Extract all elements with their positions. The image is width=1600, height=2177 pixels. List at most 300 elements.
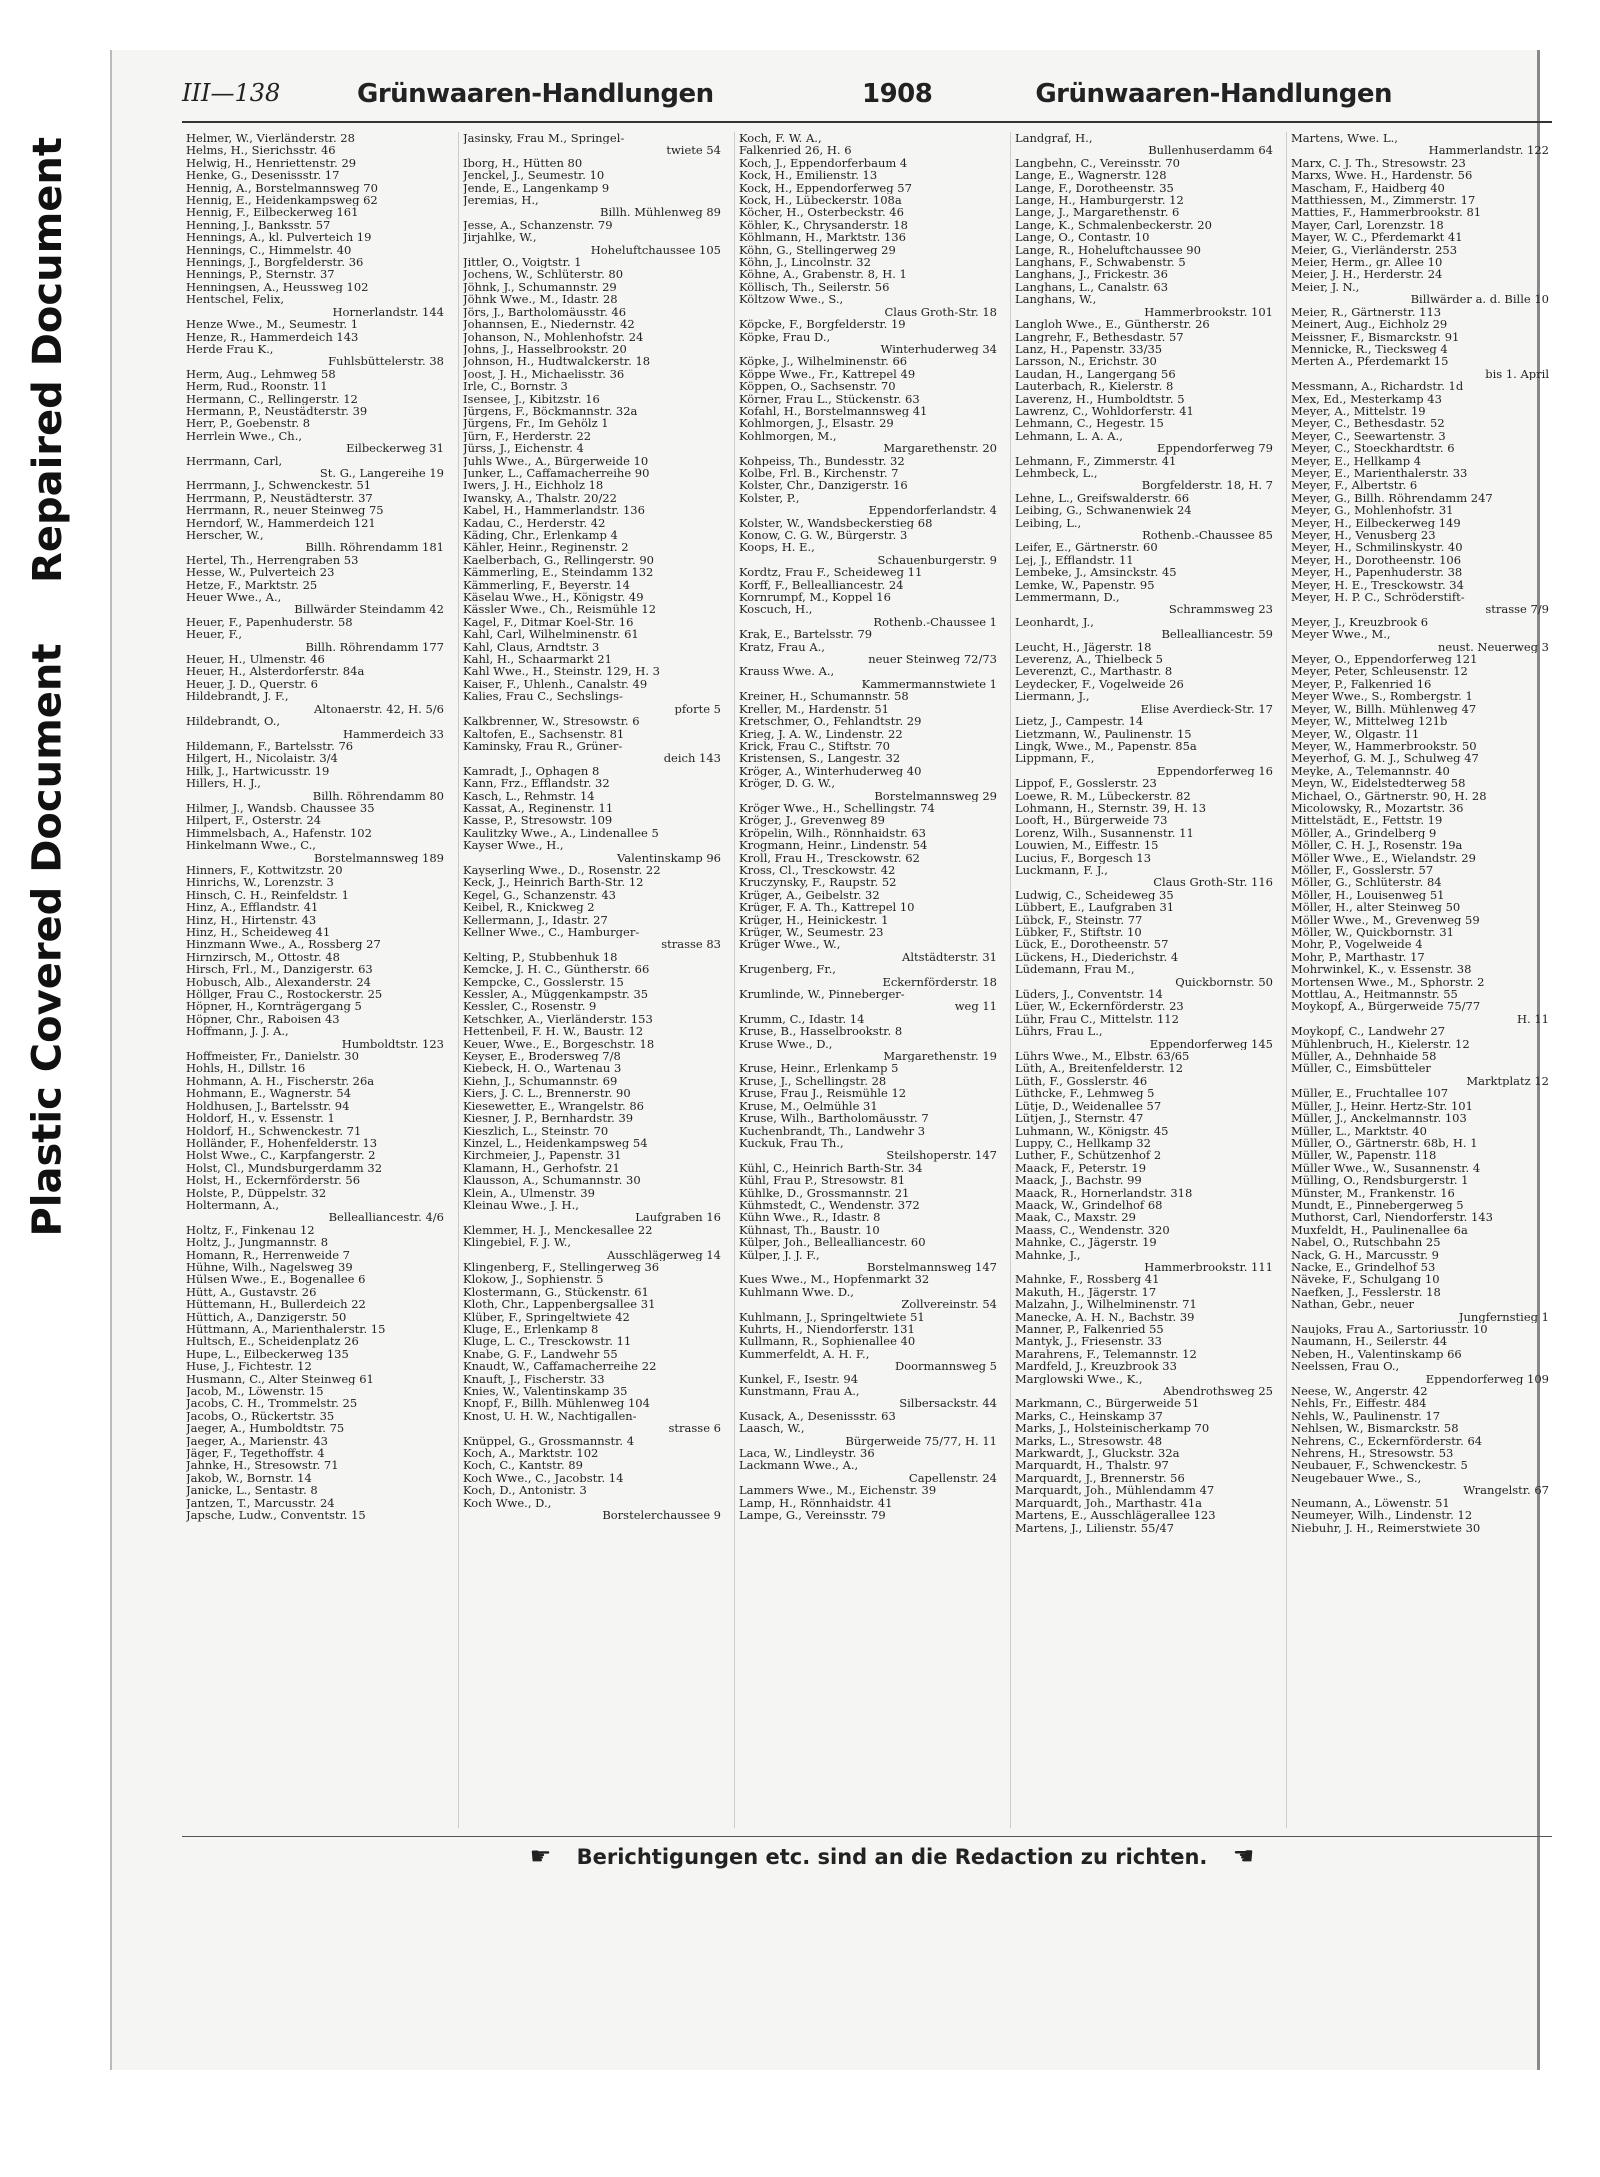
- directory-entry: Leonhardt, J.,: [1015, 615, 1094, 629]
- directory-entry: Hilmer, J., Wandsb. Chaussee 35: [186, 801, 375, 815]
- directory-entry: Mohr, P., Marthastr. 17: [1291, 950, 1425, 964]
- directory-entry: Köhlmann, H., Marktstr. 136: [739, 231, 906, 244]
- directory-entry: Neubauer, F., Schwenckestr. 5: [1291, 1459, 1468, 1472]
- directory-entry: Kolster, Chr., Danzigerstr. 16: [739, 479, 908, 492]
- directory-entry: Meyer, G., Billh. Röhrendamm 247: [1291, 491, 1493, 505]
- directory-entry: Lück, E., Dorotheenstr. 57: [1015, 938, 1169, 951]
- directory-entry: Ludwig, C., Scheideweg 35: [1015, 888, 1174, 902]
- directory-entry: Koch Wwe., D.,: [463, 1496, 552, 1510]
- directory-entry: Hettenbeil, F. H. W., Baustr. 12: [463, 1025, 644, 1038]
- directory-entry: Kabel, H., Hammerlandstr. 136: [463, 504, 645, 517]
- directory-entry: Möller, C. H. J., Rosenstr. 19a: [1291, 839, 1463, 852]
- directory-entry: Naujoks, Frau A., Sartoriusstr. 10: [1291, 1323, 1488, 1336]
- directory-entry: Meyer, H., Schmilinskystr. 40: [1291, 541, 1463, 554]
- directory-entry: Kellner Wwe., C., Hamburger-: [463, 926, 640, 939]
- directory-entry: Billh. Mühlenweg 89: [600, 206, 721, 219]
- directory-entry: Hildebrandt, O.,: [186, 715, 281, 728]
- directory-entry: Leverenzt, C., Marthastr. 8: [1015, 665, 1173, 678]
- directory-entry: Kröger, J., Grevenweg 89: [739, 814, 885, 827]
- directory-entry: Meyer, E., Hellkamp 4: [1291, 454, 1422, 467]
- directory-entry: Manner, P., Falkenried 55: [1015, 1323, 1164, 1336]
- directory-entry: Matthiessen, M., Zimmerstr. 17: [1291, 194, 1476, 207]
- directory-entry: Isensee, J., Kibitzstr. 16: [463, 392, 600, 405]
- directory-entry: Kolster, P.,: [739, 491, 800, 505]
- directory-entry: Meyer, W., Mittelweg 121b: [1291, 715, 1448, 728]
- directory-entry: Kreiner, H., Schumannstr. 58: [739, 690, 909, 703]
- directory-entry: Nehrens, H., Stresowstr. 53: [1291, 1447, 1454, 1460]
- directory-entry: Herscher, W.,: [186, 529, 264, 542]
- directory-entry: Laca, W., Lindleystr. 36: [739, 1447, 875, 1460]
- directory-entry: Köhne, A., Grabenstr. 8, H. 1: [739, 268, 907, 281]
- directory-entry: Maass, C., Wendenstr. 320: [1015, 1223, 1170, 1237]
- directory-entry: Junker, L., Caffamacherreihe 90: [463, 466, 650, 480]
- directory-entry: Kornrumpf, M., Koppel 16: [739, 591, 891, 604]
- directory-entry: Elise Averdieck-Str. 17: [1140, 702, 1273, 716]
- directory-entry: Koch, A., Marktstr. 102: [463, 1447, 599, 1460]
- header-title-right: Grünwaaren-Handlungen: [1035, 79, 1392, 109]
- directory-entry: Koch, D., Antonistr. 3: [463, 1484, 587, 1497]
- directory-entry: Meier, J. N.,: [1291, 280, 1360, 294]
- directory-entry: Mex, Ed., Mesterkamp 43: [1291, 392, 1442, 405]
- directory-entry: Capellenstr. 24: [908, 1471, 997, 1485]
- directory-entry: Jakob, W., Bornstr. 14: [186, 1471, 312, 1485]
- directory-entry: Neese, W., Angerstr. 42: [1291, 1385, 1428, 1398]
- directory-entry: Mottlau, A., Heitmannstr. 55: [1291, 988, 1458, 1001]
- directory-entry: Münster, M., Frankenstr. 16: [1291, 1186, 1455, 1199]
- directory-entry: Mayer, Carl, Lorenzstr. 18: [1291, 218, 1444, 232]
- directory-entry: Eckernförderstr. 18: [882, 975, 997, 989]
- directory-entry: Eppendorferweg 145: [1149, 1037, 1273, 1051]
- directory-entry: Köppen, O., Sachsenstr. 70: [739, 380, 896, 393]
- directory-entry: Jacobs, O., Rückertstr. 35: [186, 1409, 335, 1423]
- directory-entry: Lütje, D., Weidenallee 57: [1015, 1099, 1162, 1113]
- directory-entry: Leverenz, A., Thielbeck 5: [1015, 653, 1163, 666]
- directory-entry: Hetze, F., Marktstr. 25: [186, 578, 318, 592]
- directory-entry: Keyser, E., Brodersweg 7/8: [463, 1050, 621, 1063]
- directory-entry: Loewe, R. M., Lübeckerstr. 82: [1015, 789, 1191, 802]
- directory-entry: Hinners, F., Kottwitzstr. 20: [186, 863, 343, 877]
- directory-entry: Hennings, C., Himmelstr. 40: [186, 243, 352, 257]
- directory-entry: Meissner, F., Bismarckstr. 91: [1291, 330, 1460, 343]
- directory-entry: Krogmann, Heinr., Lindenstr. 54: [739, 839, 928, 852]
- directory-entry: Jungfernstieg 1: [1458, 1310, 1549, 1323]
- directory-entry: Fuhlsbüttelerstr. 38: [328, 355, 444, 368]
- directory-entry: bis 1. April: [1485, 367, 1549, 381]
- directory-entry: Möller, H., Louisenweg 51: [1291, 888, 1445, 902]
- directory-entry: Mascham, F., Haidberg 40: [1291, 181, 1445, 195]
- pointing-hand-left-icon: ☚: [1232, 1842, 1255, 1870]
- directory-entry: Kruse, Wilh., Bartholomäusstr. 7: [739, 1112, 929, 1125]
- directory-entry: Lingk, Wwe., M., Papenstr. 85a: [1015, 739, 1197, 753]
- directory-entry: Klamann, H., Gerhofstr. 21: [463, 1161, 620, 1175]
- directory-entry: Manecke, A. H. N., Bachstr. 39: [1015, 1310, 1195, 1323]
- directory-entry: Kühn Wwe., R., Idastr. 8: [739, 1211, 881, 1224]
- directory-entry: Abendrothsweg 25: [1163, 1385, 1273, 1398]
- directory-entry: Holländer, F., Hohenfelderstr. 13: [186, 1136, 378, 1150]
- directory-entry: Borstelmannsweg 29: [874, 789, 997, 802]
- directory-entry: Holdorf, H., Schwenckestr. 71: [186, 1124, 362, 1137]
- directory-entry: Jaeger, A., Humboldtstr. 75: [186, 1422, 345, 1435]
- directory-entry: Näveke, F., Schulgang 10: [1291, 1273, 1440, 1286]
- directory-entry: Makuth, H., Jägerstr. 17: [1015, 1285, 1157, 1299]
- directory-entry: Jochens, W., Schlüterstr. 80: [463, 268, 624, 281]
- directory-entry: Jürgens, Fr., Im Gehölz 1: [463, 417, 609, 430]
- directory-entry: Henningsen, A., Heussweg 102: [186, 280, 369, 294]
- directory-entry: Meyer, Peter, Schleusenstr. 12: [1291, 665, 1468, 678]
- directory-entry: Kalkbrenner, W., Stresowstr. 6: [463, 715, 640, 728]
- directory-entry: Hülsen Wwe., E., Bogenallee 6: [186, 1273, 366, 1286]
- directory-entry: Rothenb.-Chaussee 85: [1142, 529, 1273, 542]
- directory-entry: Keibel, R., Knickweg 2: [463, 901, 595, 914]
- directory-entry: Möller Wwe., E., Wielandstr. 29: [1291, 851, 1476, 864]
- directory-entry: Meyer Wwe., S., Rombergstr. 1: [1291, 690, 1473, 703]
- directory-entry: Nehrens, C., Eckernförderstr. 64: [1291, 1434, 1483, 1448]
- directory-entry: Lietz, J., Campestr. 14: [1015, 715, 1144, 728]
- directory-entry: Kühl, Frau P., Stresowstr. 81: [739, 1174, 906, 1187]
- directory-entry: Koch Wwe., C., Jacobstr. 14: [463, 1471, 624, 1485]
- directory-entry: Kock, H., Emilienstr. 13: [739, 169, 878, 182]
- directory-entry: Marquardt, H., Thalstr. 97: [1015, 1459, 1169, 1472]
- directory-entry: Himmelsbach, A., Hafenstr. 102: [186, 826, 372, 840]
- directory-entry: Kratz, Frau A.,: [739, 640, 825, 654]
- directory-entry: Marquardt, J., Brennerstr. 56: [1015, 1471, 1185, 1485]
- directory-entry: Lamp, H., Rönnhaidstr. 41: [739, 1496, 893, 1510]
- directory-entry: Laasch, W.,: [739, 1422, 805, 1435]
- directory-entry: Meyer, A., Mittelstr. 19: [1291, 404, 1426, 418]
- directory-entry: Lüer, W., Eckernförderstr. 23: [1015, 1000, 1184, 1013]
- directory-entry: Langhans, L., Canalstr. 63: [1015, 280, 1169, 294]
- directory-entry: Homann, R., Herrenweide 7: [186, 1248, 350, 1261]
- directory-entry: Lackmann Wwe., A.,: [739, 1459, 859, 1472]
- directory-entry: Meyer, C., Bethesdastr. 52: [1291, 417, 1445, 430]
- directory-entry: Kaiser, F., Uhlenh., Canalstr. 49: [463, 677, 648, 691]
- directory-entry: Kühlke, D., Grossmannstr. 21: [739, 1186, 910, 1199]
- directory-column-5: [1286, 132, 1552, 1828]
- directory-column-3: [734, 132, 1003, 1828]
- directory-column-4: [1010, 132, 1279, 1828]
- directory-entry: Billwärder a. d. Bille 10: [1410, 293, 1549, 306]
- directory-entry: Meyerhof, G. M. J., Schulweg 47: [1291, 752, 1479, 765]
- directory-entry: Höpner, H., Kornträgergang 5: [186, 1000, 362, 1013]
- directory-entry: Leifer, E., Gärtnerstr. 60: [1015, 541, 1158, 554]
- directory-entry: Hammerbrookstr. 111: [1144, 1260, 1273, 1274]
- directory-entry: Hinz, H., Scheideweg 41: [186, 926, 331, 939]
- directory-entry: Hüttmann, A., Marienthalerstr. 15: [186, 1323, 386, 1336]
- directory-entry: Kolbe, Frl. B., Kirchenstr. 7: [739, 466, 899, 480]
- directory-entry: Billh. Röhrendamm 181: [305, 541, 444, 554]
- directory-entry: Naefken, J., Fesslerstr. 18: [1291, 1285, 1441, 1299]
- directory-entry: Valentinskamp 96: [617, 851, 721, 864]
- directory-entry: Mayer, W. C., Pferdemarkt 41: [1291, 231, 1463, 244]
- directory-entry: Müller, O., Gärtnerstr. 68b, H. 1: [1291, 1136, 1478, 1150]
- directory-entry: Eppendorferweg 79: [1157, 442, 1273, 455]
- directory-entry: Meier, G., Vierländerstr. 253: [1291, 243, 1458, 257]
- directory-entry: Herrmann, R., neuer Steinweg 75: [186, 504, 384, 517]
- directory-entry: Maack, R., Hornerlandstr. 318: [1015, 1186, 1193, 1199]
- directory-entry: Jaeger, A., Marienstr. 43: [186, 1434, 328, 1448]
- directory-entry: Köhn, G., Stellingerweg 29: [739, 243, 896, 257]
- directory-entry: Hinzmann Wwe., A., Rossberg 27: [186, 938, 381, 951]
- directory-entry: Lej, J., Efflandstr. 11: [1015, 553, 1134, 567]
- directory-entry: Lehmbeck, L.,: [1015, 466, 1098, 480]
- directory-entry: Hennig, F., Eilbeckerweg 161: [186, 206, 359, 219]
- directory-entry: Hilpert, F., Osterstr. 24: [186, 814, 322, 827]
- directory-entry: Möller, F., Gosslerstr. 57: [1291, 863, 1434, 877]
- directory-entry: Marktplatz 12: [1466, 1074, 1549, 1088]
- directory-entry: neust. Neuerweg 3: [1437, 640, 1549, 654]
- directory-entry: Kassat, A., Reginenstr. 11: [463, 801, 614, 815]
- directory-entry: Neelssen, Frau O.,: [1291, 1360, 1400, 1373]
- directory-entry: Juhls Wwe., A., Bürgerweide 10: [463, 454, 649, 467]
- directory-entry: Jörs, J., Bartholomäusstr. 46: [463, 305, 627, 319]
- directory-entry: Hertel, Th., Herrengraben 53: [186, 553, 359, 567]
- directory-entry: Muthorst, Carl, Niendorferstr. 143: [1291, 1211, 1493, 1224]
- directory-entry: Michael, O., Gärtnerstr. 90, H. 28: [1291, 789, 1487, 802]
- directory-entry: Lippmann, F.,: [1015, 752, 1095, 765]
- directory-entry: Meyn, W., Eidelstedterweg 58: [1291, 777, 1466, 790]
- directory-entry: Meyer, C., Stoeckhardtstr. 6: [1291, 442, 1455, 455]
- directory-entry: Eppendorferweg 16: [1157, 764, 1273, 778]
- directory-entry: Hoffmann, J. J. A.,: [186, 1025, 289, 1038]
- directory-entry: Langrehr, F., Bethesdastr. 57: [1015, 330, 1184, 343]
- directory-entry: Kayser Wwe., H.,: [463, 839, 564, 852]
- directory-entry: Irle, C., Bornstr. 3: [463, 380, 568, 393]
- directory-entry: Kock, H., Lübeckerstr. 108a: [739, 194, 902, 207]
- directory-entry: Bullenhuserdamm 64: [1148, 144, 1273, 157]
- directory-entry: Kristensen, S., Langestr. 32: [739, 752, 901, 765]
- directory-entry: Lange, O., Contastr. 10: [1015, 231, 1150, 244]
- directory-entry: Kordtz, Frau F., Scheideweg 11: [739, 566, 923, 579]
- directory-entry: Lübck, F., Steinstr. 77: [1015, 913, 1143, 926]
- directory-entry: Meyer Wwe., M.,: [1291, 628, 1391, 641]
- directory-entry: Leibing, L.,: [1015, 516, 1082, 529]
- directory-entry: Müller, L., Marktstr. 40: [1291, 1124, 1427, 1137]
- directory-entry: Kruse, M., Oelmühle 31: [739, 1099, 878, 1113]
- directory-entry: Hermann, C., Rellingerstr. 12: [186, 392, 358, 405]
- directory-entry: Kalies, Frau C., Sechslings-: [463, 690, 623, 703]
- directory-entry: Hildemann, F., Bartelsstr. 76: [186, 739, 354, 753]
- directory-entry: Billh. Röhrendamm 80: [312, 789, 444, 802]
- directory-entry: Nehls, Fr., Eiffestr. 484: [1291, 1397, 1427, 1410]
- directory-entry: Joost, J. H., Michaelisstr. 36: [463, 367, 625, 381]
- directory-entry: Mülling, O., Rendsburgerstr. 1: [1291, 1174, 1469, 1187]
- directory-entry: Klostermann, G., Stückenstr. 61: [463, 1285, 649, 1299]
- directory-entry: Nehlsen, W., Bismarckstr. 58: [1291, 1422, 1459, 1435]
- directory-entry: Mahnke, F., Rossberg 41: [1015, 1273, 1160, 1286]
- directory-entry: Margarethenstr. 19: [883, 1050, 997, 1063]
- directory-entry: Schrammsweg 23: [1168, 603, 1273, 616]
- directory-entry: Hultsch, E., Scheidenplatz 26: [186, 1335, 359, 1348]
- directory-entry: Bellealliancestr. 4/6: [328, 1211, 444, 1224]
- directory-entry: Kühl, C., Heinrich Barth-Str. 34: [739, 1161, 923, 1175]
- page-footer: [442, 1842, 1342, 1870]
- directory-entry: Lehmann, F., Zimmerstr. 41: [1015, 454, 1177, 467]
- directory-entry: Meyke, A., Telemannstr. 40: [1291, 764, 1450, 778]
- directory-entry: Langbehn, C., Vereinsstr. 70: [1015, 156, 1180, 170]
- directory-entry: Naumann, H., Seilerstr. 44: [1291, 1335, 1448, 1348]
- directory-entry: Henze, R., Hammerdeich 143: [186, 330, 359, 343]
- directory-entry: Lippof, F., Gosslerstr. 23: [1015, 777, 1157, 790]
- directory-entry: Jirjahlke, W.,: [463, 231, 537, 244]
- directory-entry: Marks, C., Heinskamp 37: [1015, 1409, 1163, 1423]
- directory-entry: Holst Wwe., C., Karpfangerstr. 2: [186, 1149, 376, 1162]
- directory-entry: Holst, Cl., Mundsburgerdamm 32: [186, 1161, 383, 1175]
- directory-entry: Kagel, F., Ditmar Koel-Str. 16: [463, 615, 634, 629]
- directory-entry: Hobusch, Alb., Alexanderstr. 24: [186, 975, 371, 989]
- directory-entry: Müller, J., Heinr. Hertz-Str. 101: [1291, 1099, 1473, 1113]
- directory-entry: Holste, P., Düppelstr. 32: [186, 1186, 327, 1199]
- directory-entry: Hesse, W., Pulverteich 23: [186, 566, 335, 579]
- directory-entry: Lanz, H., Papenstr. 33/35: [1015, 342, 1163, 356]
- directory-column-2: [458, 132, 727, 1828]
- directory-entry: Henke, G., Desenissstr. 17: [186, 169, 340, 182]
- directory-entry: Meyer, E., Marienthalerstr. 33: [1291, 466, 1468, 480]
- directory-entry: Margarethenstr. 20: [883, 442, 997, 455]
- directory-entry: Lange, H., Hamburgerstr. 12: [1015, 194, 1184, 207]
- directory-entry: Kross, Cl., Tresckowstr. 42: [739, 863, 896, 877]
- directory-entry: Liermann, J.,: [1015, 690, 1090, 703]
- directory-entry: Müller, E., Fruchtallee 107: [1291, 1087, 1449, 1100]
- directory-entry: Kreller, M., Hardenstr. 51: [739, 702, 889, 716]
- directory-entry: Jöhnk Wwe., M., Idastr. 28: [463, 293, 618, 306]
- directory-entry: Lange, J., Margarethenstr. 6: [1015, 206, 1180, 219]
- directory-entry: Köpke, Frau D.,: [739, 330, 831, 343]
- directory-entry: Lohmann, H., Sternstr. 39, H. 13: [1015, 801, 1207, 815]
- directory-entry: Lange, F., Dorotheenstr. 35: [1015, 181, 1174, 195]
- directory-entry: Maack, J., Bachstr. 99: [1015, 1174, 1142, 1187]
- directory-entry: Kummerfeldt, A. H. F.,: [739, 1347, 870, 1361]
- directory-entry: Jahnke, H., Stresowstr. 71: [186, 1459, 339, 1472]
- directory-entry: Kirchmeier, J., Papenstr. 31: [463, 1149, 622, 1162]
- directory-entry: Leydecker, F., Vogelweide 26: [1015, 677, 1184, 691]
- directory-entry: H. 11: [1517, 1012, 1549, 1026]
- directory-entry: Humboldtstr. 123: [341, 1037, 444, 1051]
- directory-entry: Jasinsky, Frau M., Springel-: [463, 132, 625, 145]
- directory-entry: Krumlinde, W., Pinneberger-: [739, 988, 905, 1001]
- directory-entry: Mantyk, J., Friesenstr. 33: [1015, 1335, 1162, 1348]
- directory-entry: Langhans, J., Frickestr. 36: [1015, 268, 1168, 281]
- directory-entry: Meyer, C., Seewartenstr. 3: [1291, 429, 1446, 443]
- directory-entry: Jeremias, H.,: [463, 194, 539, 207]
- directory-entry: Kruse, J., Schellingstr. 28: [739, 1074, 887, 1088]
- directory-entry: Lütjen, J., Sternstr. 47: [1015, 1112, 1144, 1125]
- directory-entry: Herrmann, P., Neustädterstr. 37: [186, 491, 373, 505]
- directory-entry: Kofahl, H., Borstelmannsweg 41: [739, 404, 928, 418]
- directory-entry: Hinkelmann Wwe., C.,: [186, 839, 316, 852]
- directory-entry: Hermann, P., Neustädterstr. 39: [186, 404, 368, 418]
- directory-entry: Müller, A., Dehnhaide 58: [1291, 1050, 1437, 1063]
- directory-entry: Meyer, W., Billh. Mühlenweg 47: [1291, 702, 1477, 716]
- directory-entry: Holdorf, H., v. Essenstr. 1: [186, 1112, 335, 1125]
- directory-entry: Kamradt, J., Ophagen 8: [463, 764, 600, 778]
- directory-entry: Matties, F., Hammerbrookstr. 81: [1291, 206, 1482, 219]
- directory-entry: Laufgraben 16: [635, 1211, 721, 1224]
- directory-entry: Hohmann, A. H., Fischerstr. 26a: [186, 1074, 375, 1088]
- directory-entry: Klingebiel, F. J. W.,: [463, 1236, 572, 1249]
- directory-entry: Luhmann, W., Königstr. 45: [1015, 1124, 1169, 1137]
- directory-entry: Claus Groth-Str. 116: [1153, 876, 1273, 889]
- directory-entry: Lüthcke, F., Lehmweg 5: [1015, 1087, 1155, 1100]
- directory-entry: Marahrens, F., Telemannstr. 12: [1015, 1347, 1197, 1361]
- directory-entry: Maak, C., Maxstr. 29: [1015, 1211, 1136, 1224]
- directory-entry: Knies, W., Valentinskamp 35: [463, 1385, 628, 1398]
- directory-entry: Müller Wwe., W., Susannenstr. 4: [1291, 1161, 1481, 1175]
- directory-entry: Krieg, J. A. W., Lindenstr. 22: [739, 727, 903, 740]
- directory-entry: Herm, Aug., Lehmweg 58: [186, 367, 336, 381]
- directory-column-1: [182, 132, 450, 1828]
- directory-entry: Marxs, Wwe. H., Hardenstr. 56: [1291, 169, 1473, 182]
- directory-entry: Hammerbrookstr. 101: [1144, 305, 1273, 319]
- directory-entry: Külper, J. J. F.,: [739, 1248, 820, 1261]
- directory-entry: Nack, G. H., Marcusstr. 9: [1291, 1248, 1439, 1261]
- directory-entry: Maack, W., Grindelhof 68: [1015, 1198, 1163, 1212]
- directory-entry: Hütt, A., Gustavstr. 26: [186, 1285, 317, 1299]
- directory-entry: Kluge, L. C., Tresckowstr. 11: [463, 1335, 632, 1348]
- directory-entry: Kämmerling, E., Steindamm 132: [463, 566, 654, 579]
- directory-entry: Kunstmann, Frau A.,: [739, 1385, 860, 1398]
- directory-entry: Johannsen, E., Niedernstr. 42: [463, 318, 635, 331]
- directory-entry: Wrangelstr. 67: [1463, 1484, 1549, 1497]
- directory-entry: Meyer, O., Eppendorferweg 121: [1291, 653, 1478, 666]
- directory-entry: Steilshoperstr. 147: [886, 1149, 997, 1162]
- directory-entry: Krick, Frau C., Stiftstr. 70: [739, 739, 890, 753]
- directory-entry: Koops, H. E.,: [739, 541, 815, 554]
- directory-entry: Helwig, H., Henriettenstr. 29: [186, 156, 357, 170]
- directory-entry: Altstädterstr. 31: [902, 950, 997, 964]
- directory-entry: Hinrichs, W., Lorenzstr. 3: [186, 876, 334, 889]
- directory-entry: Herm, Rud., Roonstr. 11: [186, 380, 328, 393]
- directory-entry: Herrmann, Carl,: [186, 454, 283, 467]
- directory-entry: Hammerdeich 33: [343, 727, 444, 740]
- directory-entry: Kruse, Frau J., Reismühle 12: [739, 1087, 907, 1100]
- directory-entry: Kues Wwe., M., Hopfenmarkt 32: [739, 1273, 930, 1286]
- directory-entry: Lübker, F., Stiftstr. 10: [1015, 926, 1142, 939]
- directory-entry: Kahl, Carl, Wilhelminenstr. 61: [463, 628, 639, 641]
- directory-entry: Köhn, J., Lincolnstr. 32: [739, 256, 871, 269]
- directory-entry: Lehmann, C., Hegestr. 15: [1015, 417, 1164, 430]
- directory-entry: Altonaerstr. 42, H. 5/6: [314, 702, 444, 716]
- directory-entry: Kruczynsky, F., Raupstr. 52: [739, 876, 897, 889]
- directory-entry: Knabe, G. F., Landwehr 55: [463, 1347, 618, 1361]
- directory-entry: Meyer, W., Hammerbrookstr. 50: [1291, 739, 1477, 753]
- directory-entry: Koch, C., Kantstr. 89: [463, 1459, 583, 1472]
- directory-entry: Luckmann, F. J.,: [1015, 863, 1108, 877]
- directory-entry: Lührs Wwe., M., Elbstr. 63/65: [1015, 1050, 1190, 1063]
- directory-entry: Kusack, A., Desenissstr. 63: [739, 1409, 896, 1423]
- directory-entry: Maack, F., Peterstr. 19: [1015, 1161, 1147, 1175]
- directory-entry: Laudan, H., Langergang 56: [1015, 367, 1176, 381]
- directory-entry: Marx, C. J. Th., Stresowstr. 23: [1291, 156, 1466, 170]
- directory-entry: Köllisch, Th., Seilerstr. 56: [739, 280, 890, 294]
- directory-entry: Martens, E., Ausschlägerallee 123: [1015, 1509, 1216, 1522]
- directory-entry: Johnson, H., Hudtwalckerstr. 18: [463, 355, 651, 368]
- directory-entry: Langloh Wwe., E., Güntherstr. 26: [1015, 318, 1210, 331]
- directory-entry: Lembeke, J., Amsinckstr. 45: [1015, 566, 1177, 579]
- directory-entry: Höpner, Chr., Raboisen 43: [186, 1012, 340, 1026]
- directory-entry: Meyer, H., Eilbeckerweg 149: [1291, 516, 1461, 529]
- directory-entry: Landgraf, H.,: [1015, 132, 1093, 145]
- directory-entry: Hüttemann, H., Bullerdeich 22: [186, 1298, 366, 1311]
- directory-entry: Martens, J., Lilienstr. 55/47: [1015, 1521, 1174, 1534]
- directory-entry: Meyer, H., Venusberg 23: [1291, 529, 1436, 542]
- directory-entry: Hennings, A., kl. Pulverteich 19: [186, 231, 372, 244]
- directory-entry: Holdhusen, J., Bartelsstr. 94: [186, 1099, 350, 1113]
- directory-entry: Lehmann, L. A. A.,: [1015, 429, 1123, 443]
- directory-entry: Jürgens, F., Böckmannstr. 32a: [463, 404, 638, 418]
- directory-entry: Kolster, W., Wandsbeckerstieg 68: [739, 516, 933, 529]
- directory-columns: [182, 132, 1552, 1828]
- side-label-plastic: [0, 643, 95, 1237]
